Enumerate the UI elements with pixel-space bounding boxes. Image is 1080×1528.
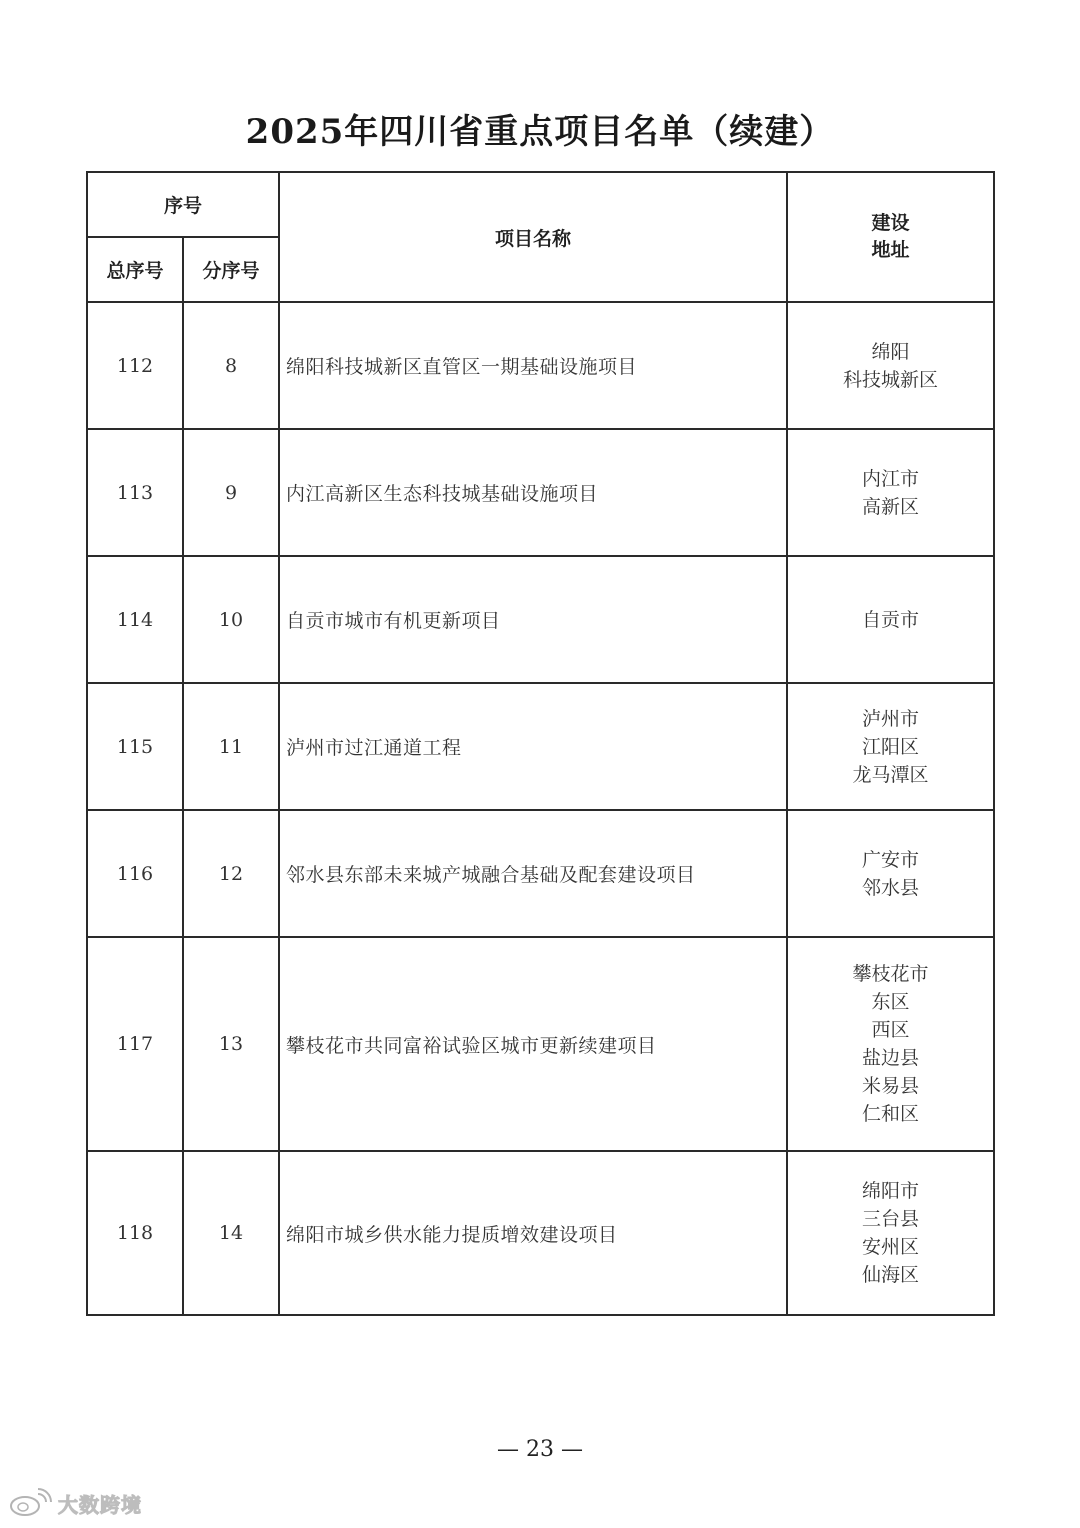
total-seq-cell: 115 (87, 683, 183, 810)
table-row (87, 429, 994, 556)
table-row (87, 556, 994, 683)
watermark (8, 1488, 142, 1518)
header-sub-seq: 分序号 (183, 237, 279, 302)
location-line: 仁和区 (862, 1103, 920, 1125)
page-title: 2025年四川省重点项目名单（续建） (245, 112, 835, 152)
location-cell (787, 556, 994, 683)
table-row (87, 1151, 994, 1315)
location-line: 绵阳 (871, 340, 910, 363)
location-line: 广安市 (862, 848, 920, 871)
location-line: 高新区 (862, 495, 920, 518)
total-seq-cell: 112 (87, 302, 183, 429)
location-line: 东区 (871, 991, 910, 1013)
location-line: 攀枝花市 (852, 963, 929, 985)
location-cell (787, 810, 994, 937)
location-cell (787, 1151, 994, 1315)
location-cell (787, 937, 994, 1151)
sub-seq-cell: 11 (183, 683, 279, 810)
weibo-logo-icon (8, 1488, 52, 1518)
project-name-cell: 泸州市过江通道工程 (279, 683, 787, 810)
project-name-cell: 邻水县东部未来城产城融合基础及配套建设项目 (279, 810, 787, 937)
location-line: 仙海区 (862, 1264, 920, 1286)
project-name-cell: 自贡市城市有机更新项目 (279, 556, 787, 683)
sub-seq-cell: 14 (183, 1151, 279, 1315)
location-line: 泸州市 (862, 707, 920, 730)
header-location-line2: 地址 (871, 239, 910, 261)
header-location-line1: 建设 (871, 212, 910, 234)
location-line: 自贡市 (862, 608, 920, 631)
project-name-cell: 攀枝花市共同富裕试验区城市更新续建项目 (279, 937, 787, 1151)
location-line: 龙马潭区 (852, 763, 929, 786)
sub-seq-cell: 12 (183, 810, 279, 937)
table-body (87, 302, 994, 1315)
project-name-cell: 内江高新区生态科技城基础设施项目 (279, 429, 787, 556)
header-total-seq: 总序号 (87, 237, 183, 302)
watermark-text: 大数跨境 (58, 1492, 142, 1517)
total-seq-cell: 118 (87, 1151, 183, 1315)
location-cell (787, 429, 994, 556)
location-cell (787, 302, 994, 429)
location-line: 江阳区 (862, 735, 920, 758)
header-seq-group: 序号 (87, 172, 279, 237)
location-cell (787, 683, 994, 810)
page-number: — 23 — (497, 1437, 583, 1462)
header-location (787, 172, 994, 302)
total-seq-cell: 116 (87, 810, 183, 937)
header-project-name: 项目名称 (279, 172, 787, 302)
project-table (86, 171, 995, 1316)
location-line: 西区 (871, 1019, 910, 1041)
sub-seq-cell: 13 (183, 937, 279, 1151)
table-row (87, 937, 994, 1151)
location-line: 科技城新区 (843, 368, 939, 391)
location-line: 内江市 (862, 467, 920, 490)
total-seq-cell: 113 (87, 429, 183, 556)
location-line: 盐边县 (862, 1047, 920, 1069)
location-line: 绵阳市 (862, 1180, 920, 1202)
table-row (87, 302, 994, 429)
location-line: 安州区 (862, 1236, 920, 1258)
location-line: 三台县 (862, 1208, 920, 1230)
sub-seq-cell: 10 (183, 556, 279, 683)
location-line: 米易县 (862, 1075, 920, 1097)
sub-seq-cell: 8 (183, 302, 279, 429)
sub-seq-cell: 9 (183, 429, 279, 556)
total-seq-cell: 117 (87, 937, 183, 1151)
table-row (87, 810, 994, 937)
project-name-cell: 绵阳科技城新区直管区一期基础设施项目 (279, 302, 787, 429)
table-row (87, 683, 994, 810)
location-line: 邻水县 (862, 876, 920, 899)
project-name-cell: 绵阳市城乡供水能力提质增效建设项目 (279, 1151, 787, 1315)
total-seq-cell: 114 (87, 556, 183, 683)
